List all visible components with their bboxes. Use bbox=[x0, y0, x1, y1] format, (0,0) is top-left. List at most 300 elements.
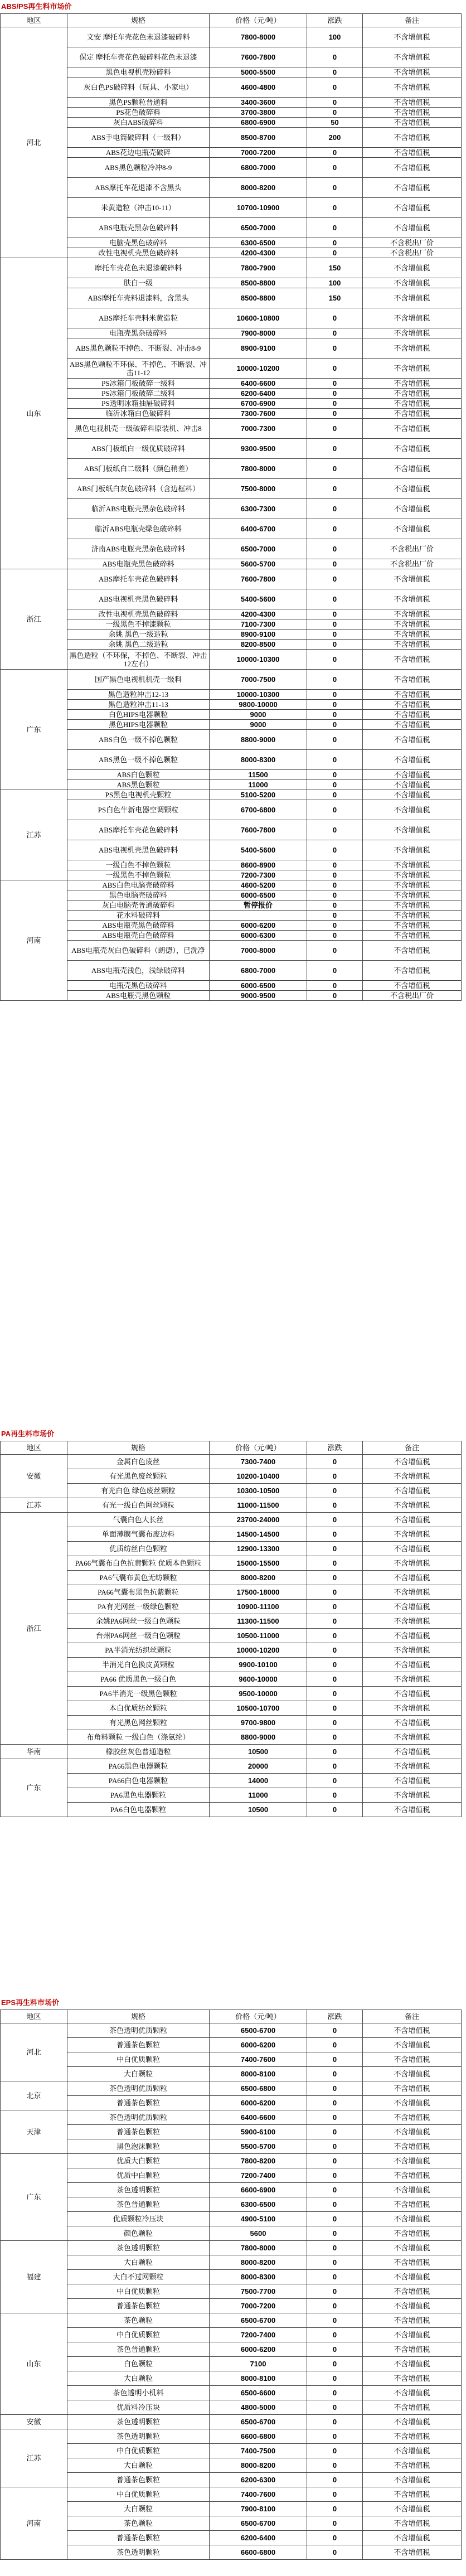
change-cell: 0 bbox=[307, 2357, 363, 2371]
table-row bbox=[1, 499, 462, 519]
price-cell: 8000-8100 bbox=[210, 2371, 307, 2386]
change-cell: 0 bbox=[307, 2125, 363, 2139]
price-cell: 6000-6300 bbox=[210, 931, 307, 941]
change-cell: 0 bbox=[307, 609, 363, 619]
note-cell: 不含税出厂价 bbox=[363, 991, 462, 1001]
table-row bbox=[1, 780, 462, 790]
change-cell: 0 bbox=[307, 248, 363, 258]
price-cell: 6000-6200 bbox=[210, 921, 307, 931]
price-cell: 8500-8800 bbox=[210, 288, 307, 308]
note-cell: 不含增值税 bbox=[363, 2270, 462, 2284]
note-cell: 不含增值税 bbox=[363, 419, 462, 439]
change-cell: 0 bbox=[307, 780, 363, 790]
note-cell: 不含增值税 bbox=[363, 1513, 462, 1527]
region-cell: 北京 bbox=[1, 2081, 67, 2110]
price-cell: 5600 bbox=[210, 2226, 307, 2241]
change-cell: 0 bbox=[307, 439, 363, 459]
price-cell: 9800-10000 bbox=[210, 700, 307, 710]
change-cell: 0 bbox=[307, 880, 363, 890]
note-cell: 不含增值税 bbox=[363, 1542, 462, 1556]
table-row bbox=[1, 2038, 462, 2052]
change-cell: 0 bbox=[307, 1658, 363, 1672]
spec-cell: ABS黑色颗粒 bbox=[67, 780, 210, 790]
note-cell: 不含增值税 bbox=[363, 338, 462, 359]
change-cell: 0 bbox=[307, 790, 363, 800]
spec-cell: ABS摩托车壳花色破碎料 bbox=[67, 820, 210, 840]
price-cell: 6400-6600 bbox=[210, 379, 307, 389]
table-row bbox=[1, 2183, 462, 2197]
column-header: 备注 bbox=[363, 2010, 462, 2023]
note-cell: 不含增值税 bbox=[363, 1455, 462, 1469]
spec-cell: ABS摩托车壳料退漆料，含黑头 bbox=[67, 288, 210, 308]
change-cell: 0 bbox=[307, 1455, 363, 1469]
note-cell: 不含增值税 bbox=[363, 47, 462, 67]
column-header: 规格 bbox=[67, 14, 210, 27]
price-cell: 9500-10000 bbox=[210, 1687, 307, 1701]
note-cell: 不含增值税 bbox=[363, 690, 462, 700]
price-cell: 7000-7200 bbox=[210, 148, 307, 158]
price-cell: 15000-15500 bbox=[210, 1556, 307, 1571]
note-cell: 不含增值税 bbox=[363, 840, 462, 860]
note-cell: 不含增值税 bbox=[363, 2545, 462, 2560]
note-cell: 不含增值税 bbox=[363, 1614, 462, 1629]
table-row bbox=[1, 2458, 462, 2473]
change-cell: 0 bbox=[307, 569, 363, 589]
note-cell: 不含增值税 bbox=[363, 2458, 462, 2473]
spec-cell: 灰白ABS破碎料 bbox=[67, 118, 210, 128]
spec-cell: 茶色透明优质颗粒 bbox=[67, 2110, 210, 2125]
note-cell: 不含增值税 bbox=[363, 2415, 462, 2429]
price-cell: 8600-8900 bbox=[210, 860, 307, 870]
table-row bbox=[1, 2255, 462, 2270]
price-cell: 10500 bbox=[210, 1745, 307, 1759]
change-cell: 0 bbox=[307, 2241, 363, 2255]
price-cell: 7400-7600 bbox=[210, 2487, 307, 2502]
table-row bbox=[1, 2284, 462, 2299]
price-cell: 5000-5500 bbox=[210, 67, 307, 78]
note-cell: 不含增值税 bbox=[363, 1643, 462, 1658]
table-row bbox=[1, 248, 462, 258]
note-cell: 不含增值税 bbox=[363, 1571, 462, 1585]
table-row bbox=[1, 479, 462, 499]
price-cell: 4600-5200 bbox=[210, 880, 307, 890]
table-row bbox=[1, 860, 462, 870]
spec-cell: PS冰箱门板破碎二级料 bbox=[67, 389, 210, 399]
spec-cell: 肤白一级 bbox=[67, 278, 210, 288]
region-cell: 江苏 bbox=[1, 790, 67, 880]
spec-cell: ABS摩托车花退漆不含黑头 bbox=[67, 178, 210, 198]
price-cell: 9900-10100 bbox=[210, 1658, 307, 1672]
price-cell: 6500-6700 bbox=[210, 2023, 307, 2038]
table-row bbox=[1, 941, 462, 961]
price-cell: 7100-7300 bbox=[210, 619, 307, 630]
table-row bbox=[1, 198, 462, 218]
spec-cell: 优质料冷压块 bbox=[67, 2400, 210, 2415]
spec-cell: 茶色透明优质颗粒 bbox=[67, 2023, 210, 2038]
table-row bbox=[1, 2386, 462, 2400]
price-cell: 12900-13300 bbox=[210, 1542, 307, 1556]
price-cell: 6600-6800 bbox=[210, 2545, 307, 2560]
table-row bbox=[1, 800, 462, 820]
change-cell: 0 bbox=[307, 670, 363, 690]
spec-cell: ABS黑色一级不掉色颗粒 bbox=[67, 750, 210, 770]
note-cell: 不含增值税 bbox=[363, 730, 462, 750]
note-cell: 不含增值税 bbox=[363, 258, 462, 278]
column-header: 价格（元/吨） bbox=[210, 2010, 307, 2023]
spec-cell: ABS电瓶壳浅色，浅绿破碎料 bbox=[67, 961, 210, 981]
spec-cell: PA6半消光一级黑色颗粒 bbox=[67, 1687, 210, 1701]
table-row bbox=[1, 670, 462, 690]
note-cell: 不含增值税 bbox=[363, 1803, 462, 1817]
change-cell: 150 bbox=[307, 258, 363, 278]
note-cell: 不含增值税 bbox=[363, 2154, 462, 2168]
change-cell: 0 bbox=[307, 2545, 363, 2560]
note-cell: 不含增值税 bbox=[363, 870, 462, 880]
spec-cell: ABS摩托车壳花色破碎料 bbox=[67, 569, 210, 589]
note-cell: 不含增值税 bbox=[363, 961, 462, 981]
note-cell: 不含增值税 bbox=[363, 2226, 462, 2241]
table-row bbox=[1, 1585, 462, 1600]
table-row bbox=[1, 2081, 462, 2096]
region-cell: 浙江 bbox=[1, 1513, 67, 1745]
spec-cell: 电瓶壳黑色破碎料 bbox=[67, 981, 210, 991]
note-cell: 不含增值税 bbox=[363, 389, 462, 399]
note-cell: 不含增值税 bbox=[363, 2067, 462, 2081]
note-cell: 不含增值税 bbox=[363, 2212, 462, 2226]
table-row bbox=[1, 900, 462, 911]
price-cell: 9300-9500 bbox=[210, 439, 307, 459]
price-cell: 11500 bbox=[210, 770, 307, 780]
table-row bbox=[1, 991, 462, 1001]
change-cell: 0 bbox=[307, 1513, 363, 1527]
spec-cell: 半消光白色换皮黄颗粒 bbox=[67, 1658, 210, 1672]
note-cell: 不含增值税 bbox=[363, 921, 462, 931]
region-cell: 福建 bbox=[1, 2241, 67, 2313]
table-row bbox=[1, 399, 462, 409]
region-cell: 广东 bbox=[1, 670, 67, 790]
table-row bbox=[1, 2328, 462, 2342]
spec-cell: 灰白电脑壳普通破碎料 bbox=[67, 900, 210, 911]
table-row bbox=[1, 2270, 462, 2284]
spec-cell: 改性电视机壳黑色破碎料 bbox=[67, 609, 210, 619]
table-row bbox=[1, 2299, 462, 2313]
table-row bbox=[1, 1469, 462, 1484]
change-cell: 0 bbox=[307, 941, 363, 961]
change-cell: 0 bbox=[307, 981, 363, 991]
price-cell: 7200-7400 bbox=[210, 2168, 307, 2183]
price-cell: 7100 bbox=[210, 2357, 307, 2371]
change-cell: 0 bbox=[307, 409, 363, 419]
change-cell: 0 bbox=[307, 730, 363, 750]
spec-cell: PS白色牛新电器空调颗粒 bbox=[67, 800, 210, 820]
price-cell: 7800-8000 bbox=[210, 2241, 307, 2255]
spec-cell: 电瓶壳黑杂破碎料 bbox=[67, 328, 210, 338]
note-cell: 不含增值税 bbox=[363, 98, 462, 108]
column-header: 备注 bbox=[363, 1441, 462, 1455]
note-cell: 不含增值税 bbox=[363, 2023, 462, 2038]
table-row bbox=[1, 1484, 462, 1498]
change-cell: 0 bbox=[307, 2212, 363, 2226]
table-row bbox=[1, 379, 462, 389]
column-header: 规格 bbox=[67, 2010, 210, 2023]
region-cell: 广东 bbox=[1, 2154, 67, 2241]
change-cell: 0 bbox=[307, 921, 363, 931]
spec-cell: 大白颗粒 bbox=[67, 2458, 210, 2473]
spec-cell: 本白优质纺丝颗粒 bbox=[67, 1701, 210, 1716]
price-cell: 4200-4300 bbox=[210, 609, 307, 619]
spec-cell: 普通茶色颗粒 bbox=[67, 2473, 210, 2487]
change-cell: 0 bbox=[307, 2531, 363, 2545]
price-cell: 7000-7500 bbox=[210, 670, 307, 690]
table-row bbox=[1, 1701, 462, 1716]
price-cell: 10500-11000 bbox=[210, 1629, 307, 1643]
change-cell: 0 bbox=[307, 419, 363, 439]
table-row bbox=[1, 78, 462, 98]
table-row bbox=[1, 118, 462, 128]
region-cell: 河南 bbox=[1, 2487, 67, 2560]
price-cell: 7600-7800 bbox=[210, 47, 307, 67]
table-row bbox=[1, 1513, 462, 1527]
spec-cell: PS透明冰箱抽屉破碎料 bbox=[67, 399, 210, 409]
note-cell: 不含增值税 bbox=[363, 2255, 462, 2270]
price-cell: 8900-9100 bbox=[210, 338, 307, 359]
column-header: 地区 bbox=[1, 2010, 67, 2023]
table-row bbox=[1, 2226, 462, 2241]
column-header: 涨跌 bbox=[307, 2010, 363, 2023]
spec-cell: 摩托车壳花色未退漆破碎料 bbox=[67, 258, 210, 278]
spec-cell: 茶色透明小机料 bbox=[67, 2386, 210, 2400]
change-cell: 100 bbox=[307, 27, 363, 47]
table-row bbox=[1, 2168, 462, 2183]
note-cell: 不含增值税 bbox=[363, 1774, 462, 1788]
price-cell: 7800-7900 bbox=[210, 258, 307, 278]
spec-cell: PS黑色电视机壳颗粒 bbox=[67, 790, 210, 800]
region-cell: 河北 bbox=[1, 27, 67, 258]
price-cell: 7600-7800 bbox=[210, 820, 307, 840]
table-row bbox=[1, 409, 462, 419]
spec-cell: 中白优质颗粒 bbox=[67, 2328, 210, 2342]
change-cell: 0 bbox=[307, 690, 363, 700]
price-cell: 10000-10200 bbox=[210, 359, 307, 379]
spec-cell: 黑色HIPS电器颗粒 bbox=[67, 720, 210, 730]
price-cell: 7500-8000 bbox=[210, 479, 307, 499]
spec-cell: PA6气囊布黄色无纺颗粒 bbox=[67, 1571, 210, 1585]
column-header: 规格 bbox=[67, 1441, 210, 1455]
note-cell: 不含增值税 bbox=[363, 2516, 462, 2531]
table-row bbox=[1, 389, 462, 399]
note-cell: 不含增值税 bbox=[363, 860, 462, 870]
change-cell: 0 bbox=[307, 1585, 363, 1600]
note-cell: 不含增值税 bbox=[363, 1527, 462, 1542]
table-row bbox=[1, 359, 462, 379]
spec-cell: 大白不过网颗粒 bbox=[67, 2270, 210, 2284]
note-cell: 不含增值税 bbox=[363, 2110, 462, 2125]
note-cell: 不含增值税 bbox=[363, 118, 462, 128]
table-row bbox=[1, 2154, 462, 2168]
spec-cell: ABS白色电脑壳破碎料 bbox=[67, 880, 210, 890]
spec-cell: 茶色透明颗粒 bbox=[67, 2545, 210, 2560]
change-cell: 0 bbox=[307, 1643, 363, 1658]
change-cell: 150 bbox=[307, 288, 363, 308]
spec-cell: 普通茶色颗粒 bbox=[67, 2096, 210, 2110]
change-cell: 0 bbox=[307, 1600, 363, 1614]
change-cell: 0 bbox=[307, 479, 363, 499]
section-title: PA再生料市场价 bbox=[1, 1430, 55, 1438]
change-cell: 0 bbox=[307, 2183, 363, 2197]
spec-cell: PS花色破碎料 bbox=[67, 108, 210, 118]
note-cell: 不含增值税 bbox=[363, 158, 462, 178]
spec-cell: 白色HIPS电器颗粒 bbox=[67, 710, 210, 720]
price-cell: 6500-7000 bbox=[210, 218, 307, 238]
spec-cell: PA6白色电器颗粒 bbox=[67, 1803, 210, 1817]
table-row bbox=[1, 921, 462, 931]
change-cell: 0 bbox=[307, 2444, 363, 2458]
price-cell: 6500-7000 bbox=[210, 539, 307, 559]
price-cell: 9600-10000 bbox=[210, 1672, 307, 1687]
table-header-row bbox=[1, 1441, 462, 1455]
note-cell: 不含税出厂价 bbox=[363, 539, 462, 559]
note-cell: 不含增值税 bbox=[363, 2139, 462, 2154]
change-cell: 0 bbox=[307, 2299, 363, 2313]
table-row bbox=[1, 2110, 462, 2125]
note-cell: 不含增值税 bbox=[363, 640, 462, 650]
change-cell: 0 bbox=[307, 2502, 363, 2516]
note-cell: 不含增值税 bbox=[363, 2081, 462, 2096]
table-row bbox=[1, 650, 462, 670]
note-cell: 不含增值税 bbox=[363, 720, 462, 730]
table-row bbox=[1, 2212, 462, 2226]
region-cell: 广东 bbox=[1, 1759, 67, 1817]
change-cell: 0 bbox=[307, 1469, 363, 1484]
note-cell: 不含增值税 bbox=[363, 2168, 462, 2183]
spec-cell: 国产黑色电视机机壳一级料 bbox=[67, 670, 210, 690]
change-cell: 0 bbox=[307, 47, 363, 67]
note-cell: 不含增值税 bbox=[363, 1469, 462, 1484]
table-row bbox=[1, 690, 462, 700]
change-cell: 0 bbox=[307, 2052, 363, 2067]
spec-cell: ABS电瓶壳黑色破碎料 bbox=[67, 921, 210, 931]
change-cell: 0 bbox=[307, 2038, 363, 2052]
change-cell: 0 bbox=[307, 900, 363, 911]
table-row bbox=[1, 238, 462, 248]
change-cell: 0 bbox=[307, 328, 363, 338]
note-cell: 不含增值税 bbox=[363, 2052, 462, 2067]
price-cell: 20000 bbox=[210, 1759, 307, 1774]
price-cell: 6800-7000 bbox=[210, 961, 307, 981]
price-cell: 9000-9500 bbox=[210, 991, 307, 1001]
price-cell: 6800-6900 bbox=[210, 118, 307, 128]
note-cell: 不含增值税 bbox=[363, 198, 462, 218]
change-cell: 0 bbox=[307, 1730, 363, 1745]
note-cell: 不含增值税 bbox=[363, 399, 462, 409]
spec-cell: PA66气囊布白色抗黄颗粒 优质本色颗粒 bbox=[67, 1556, 210, 1571]
table-row bbox=[1, 1542, 462, 1556]
price-cell: 5400-5600 bbox=[210, 840, 307, 860]
spec-cell: 白色颗粒 bbox=[67, 2357, 210, 2371]
note-cell: 不含增值税 bbox=[363, 1629, 462, 1643]
spec-cell: 布角料颗粒 一级白色（涤氨纶） bbox=[67, 1730, 210, 1745]
price-cell: 6200-6400 bbox=[210, 2531, 307, 2545]
table-row bbox=[1, 750, 462, 770]
price-cell: 6500-6700 bbox=[210, 2415, 307, 2429]
price-cell: 8000-8300 bbox=[210, 750, 307, 770]
price-cell: 10000-10300 bbox=[210, 690, 307, 700]
price-cell: 6400-6700 bbox=[210, 519, 307, 539]
change-cell: 0 bbox=[307, 800, 363, 820]
price-cell: 7300-7400 bbox=[210, 1455, 307, 1469]
change-cell: 0 bbox=[307, 619, 363, 630]
table-row bbox=[1, 47, 462, 67]
section-title: ABS/PS再生料市场价 bbox=[1, 2, 72, 11]
price-cell: 6000-6500 bbox=[210, 981, 307, 991]
price-cell: 6000-6200 bbox=[210, 2342, 307, 2357]
price-cell: 8500-8800 bbox=[210, 278, 307, 288]
note-cell: 不含增值税 bbox=[363, 439, 462, 459]
region-cell: 安徽 bbox=[1, 1455, 67, 1498]
spec-cell: 中白优质颗粒 bbox=[67, 2284, 210, 2299]
table-row bbox=[1, 1614, 462, 1629]
spec-cell: ABS电瓶壳灰白色破碎料（朗德），已洗净 bbox=[67, 941, 210, 961]
price-cell: 7200-7400 bbox=[210, 2328, 307, 2342]
price-cell: 7900-8100 bbox=[210, 2502, 307, 2516]
spec-cell: 普通茶色颗粒 bbox=[67, 2038, 210, 2052]
change-cell: 0 bbox=[307, 2154, 363, 2168]
change-cell: 0 bbox=[307, 2429, 363, 2444]
change-cell: 0 bbox=[307, 2226, 363, 2241]
note-cell: 不含增值税 bbox=[363, 459, 462, 479]
change-cell: 0 bbox=[307, 640, 363, 650]
note-cell: 不含增值税 bbox=[363, 1556, 462, 1571]
spec-cell: ABS白色一级不掉色颗粒 bbox=[67, 730, 210, 750]
spec-cell: 气囊白色大长丝 bbox=[67, 1513, 210, 1527]
price-cell: 10600-10800 bbox=[210, 308, 307, 328]
table-row bbox=[1, 67, 462, 78]
change-cell: 0 bbox=[307, 650, 363, 670]
spec-cell: 余姚 黑色一级造粒 bbox=[67, 630, 210, 640]
table-row bbox=[1, 1498, 462, 1513]
note-cell: 不含增值税 bbox=[363, 2531, 462, 2545]
change-cell: 0 bbox=[307, 2328, 363, 2342]
spec-cell: 单面薄膜气囊布废边料 bbox=[67, 1527, 210, 1542]
price-cell: 8000-8300 bbox=[210, 2270, 307, 2284]
spec-cell: 济南ABS电瓶壳黑杂色破碎料 bbox=[67, 539, 210, 559]
note-cell: 不含增值税 bbox=[363, 2371, 462, 2386]
change-cell: 0 bbox=[307, 98, 363, 108]
price-table bbox=[0, 2010, 462, 2560]
table-row bbox=[1, 2023, 462, 2038]
price-cell: 7600-7800 bbox=[210, 569, 307, 589]
table-row bbox=[1, 2400, 462, 2415]
spec-cell: 茶色透明颗粒 bbox=[67, 2429, 210, 2444]
price-cell: 11000 bbox=[210, 1788, 307, 1803]
table-row bbox=[1, 1745, 462, 1759]
spec-cell: ABS电视机壳黑色破碎料 bbox=[67, 589, 210, 609]
table-row bbox=[1, 559, 462, 569]
table-row bbox=[1, 911, 462, 921]
table-row bbox=[1, 870, 462, 880]
price-cell: 10200-10400 bbox=[210, 1469, 307, 1484]
price-cell: 6500-6600 bbox=[210, 2386, 307, 2400]
region-cell: 安徽 bbox=[1, 2415, 67, 2429]
table-row bbox=[1, 1730, 462, 1745]
change-cell: 0 bbox=[307, 1774, 363, 1788]
table-header-row bbox=[1, 14, 462, 27]
change-cell: 0 bbox=[307, 2284, 363, 2299]
table-row bbox=[1, 720, 462, 730]
note-cell: 不含增值税 bbox=[363, 2299, 462, 2313]
table-row bbox=[1, 1774, 462, 1788]
price-cell: 6200-6400 bbox=[210, 389, 307, 399]
